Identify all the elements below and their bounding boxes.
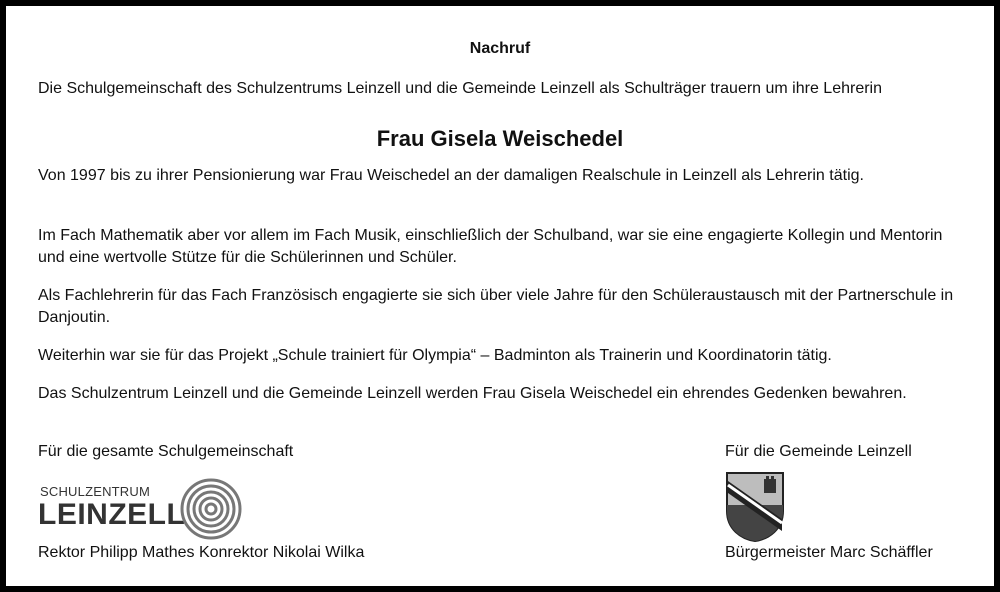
- paragraph-career: Von 1997 bis zu ihrer Pensionierung war Frau Weischedel an der damaligen Realschule in Leinzell als Lehrerin tätig.: [38, 167, 864, 184]
- intro-text: Die Schulgemeinschaft des Schulzentrums Leinzell und die Gemeinde Leinzell als Schulträger trauern um ihre Lehrerin: [38, 80, 883, 97]
- school-logo-top-text: SCHULZENTRUM: [40, 484, 151, 499]
- paragraph-remembrance: Das Schulzentrum Leinzell und die Gemeinde Leinzell werden Frau Gisela Weischedel ein ehrendes Gedenken bewahren.: [38, 385, 907, 402]
- coat-of-arms-icon: [724, 471, 786, 543]
- concentric-rings-icon: [179, 478, 243, 540]
- obituary-card: [6, 6, 994, 586]
- obituary-heading: Nachruf: [469, 40, 531, 57]
- mayor-signatory: Bürgermeister Marc Schäffler: [725, 544, 933, 561]
- school-logo-bottom-text: LEINZELL: [38, 498, 186, 531]
- school-signatories: Rektor Philipp Mathes Konrektor Nikolai Wilka: [38, 544, 365, 561]
- school-logo: [38, 478, 248, 540]
- paragraph-olympia: Weiterhin war sie für das Projekt „Schule trainiert für Olympia“ – Badminton als Trainerin und Koordinatorin tätig.: [38, 347, 832, 364]
- paragraph-exchange: Als Fachlehrerin für das Fach Französisch engagierte sie sich über viele Jahre für den Schüleraustausch mit der Partnerschule in Danjoutin.: [38, 287, 954, 326]
- paragraph-music: Im Fach Mathematik aber vor allem im Fach Musik, einschließlich der Schulband, war sie eine engagierte Kollegin und Mentorin und eine wertvolle Stütze für die Schülerinnen und Schüler.: [38, 227, 943, 266]
- school-caption: Für die gesamte Schulgemeinschaft: [38, 443, 294, 460]
- municipality-caption: Für die Gemeinde Leinzell: [725, 443, 912, 460]
- deceased-name: Frau Gisela Weischedel: [376, 126, 624, 151]
